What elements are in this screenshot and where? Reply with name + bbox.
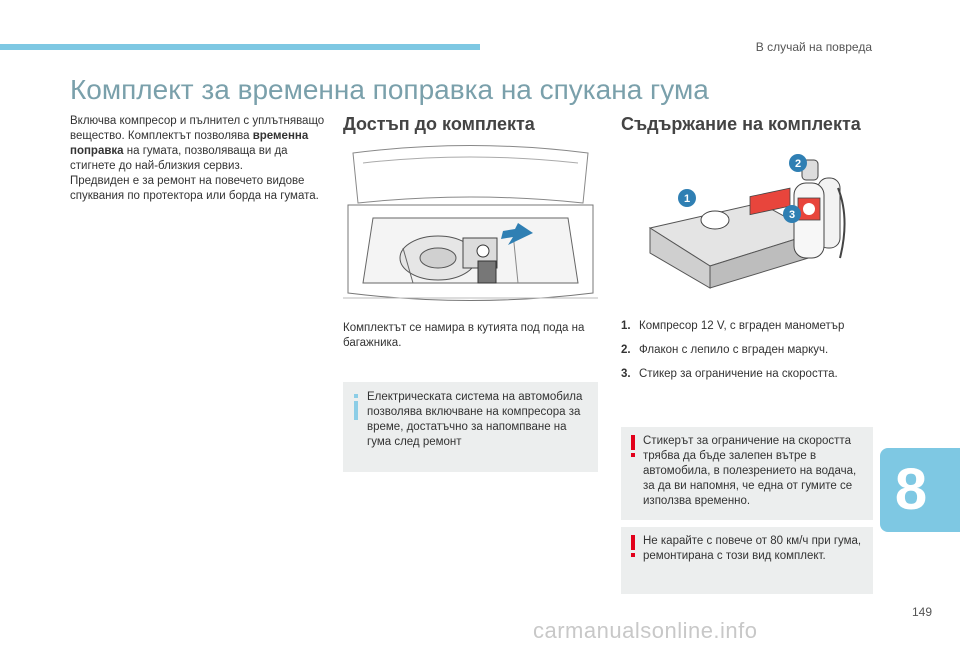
list-item-number: 2. [621,344,631,356]
access-caption: Комплектът се намира в кутията под пода на багажника. [343,322,585,349]
intro-text-part: на гумата, позволяваща ви да стигнете до най-близкия сервиз. [70,145,288,172]
list-item-number: 3. [621,368,631,380]
callout-3-label: 3 [788,209,796,221]
chapter-tab [880,448,960,532]
list-item [621,343,876,358]
header-accent-bar [0,44,480,50]
warning-icon [629,535,637,557]
contents-list [621,319,876,391]
warning-icon [629,435,637,457]
list-item-text: Флакон с лепило с вграден маркуч. [639,344,829,356]
page-title: Комплект за временна поправка на спукана гума [70,74,709,105]
callout-1 [678,189,696,207]
intro-text [70,114,325,204]
warning-text: Стикерът за ограничение на скоростта трябва да бъде залепен вътре в автомобила, в полезрението на водача, за да ви напомня, че една от гумите се използва временно. [643,435,857,507]
page-number: 149 [911,605,932,619]
section-title: В случай на повреда [755,40,872,54]
callout-2-label: 2 [794,158,802,170]
intro-paragraph-2: Предвиден е за ремонт на повечето видове спуквания по протектора или борда на гумата. [70,175,319,202]
list-item-number: 1. [621,320,631,332]
watermark: carmanualsonline.info [533,618,758,643]
list-item-text: Стикер за ограничение на скоростта. [639,368,838,380]
callout-3 [783,205,801,223]
info-note-text: Електрическата система на автомобила позволява включване на компресора за време, достатъчно за напомпване на гума след ремонт [367,391,583,448]
list-item-text: Компресор 12 V, с вграден манометър [639,320,845,332]
intro-text-part: Включва компресор и пълнител с уплътняващо вещество. Комплектът позволява [70,115,325,142]
trunk-illustration [343,143,598,313]
callout-2 [789,154,807,172]
speed-limit-warning [621,527,873,594]
list-item [621,319,876,334]
speed-sticker-warning [621,427,873,520]
repair-kit-illustration [640,148,855,298]
callout-1-label: 1 [683,193,691,205]
contents-heading: Съдържание на комплекта [621,114,861,134]
info-note [343,382,598,472]
info-icon [351,394,361,420]
list-item [621,367,876,382]
intro-bold-text: временна поправка [70,130,309,157]
access-heading: Достъп до комплекта [343,114,535,134]
chapter-number: 8 [894,457,928,522]
warning-text: Не карайте с повече от 80 км/ч при гума, ремонтирана с този вид комплект. [643,535,862,562]
